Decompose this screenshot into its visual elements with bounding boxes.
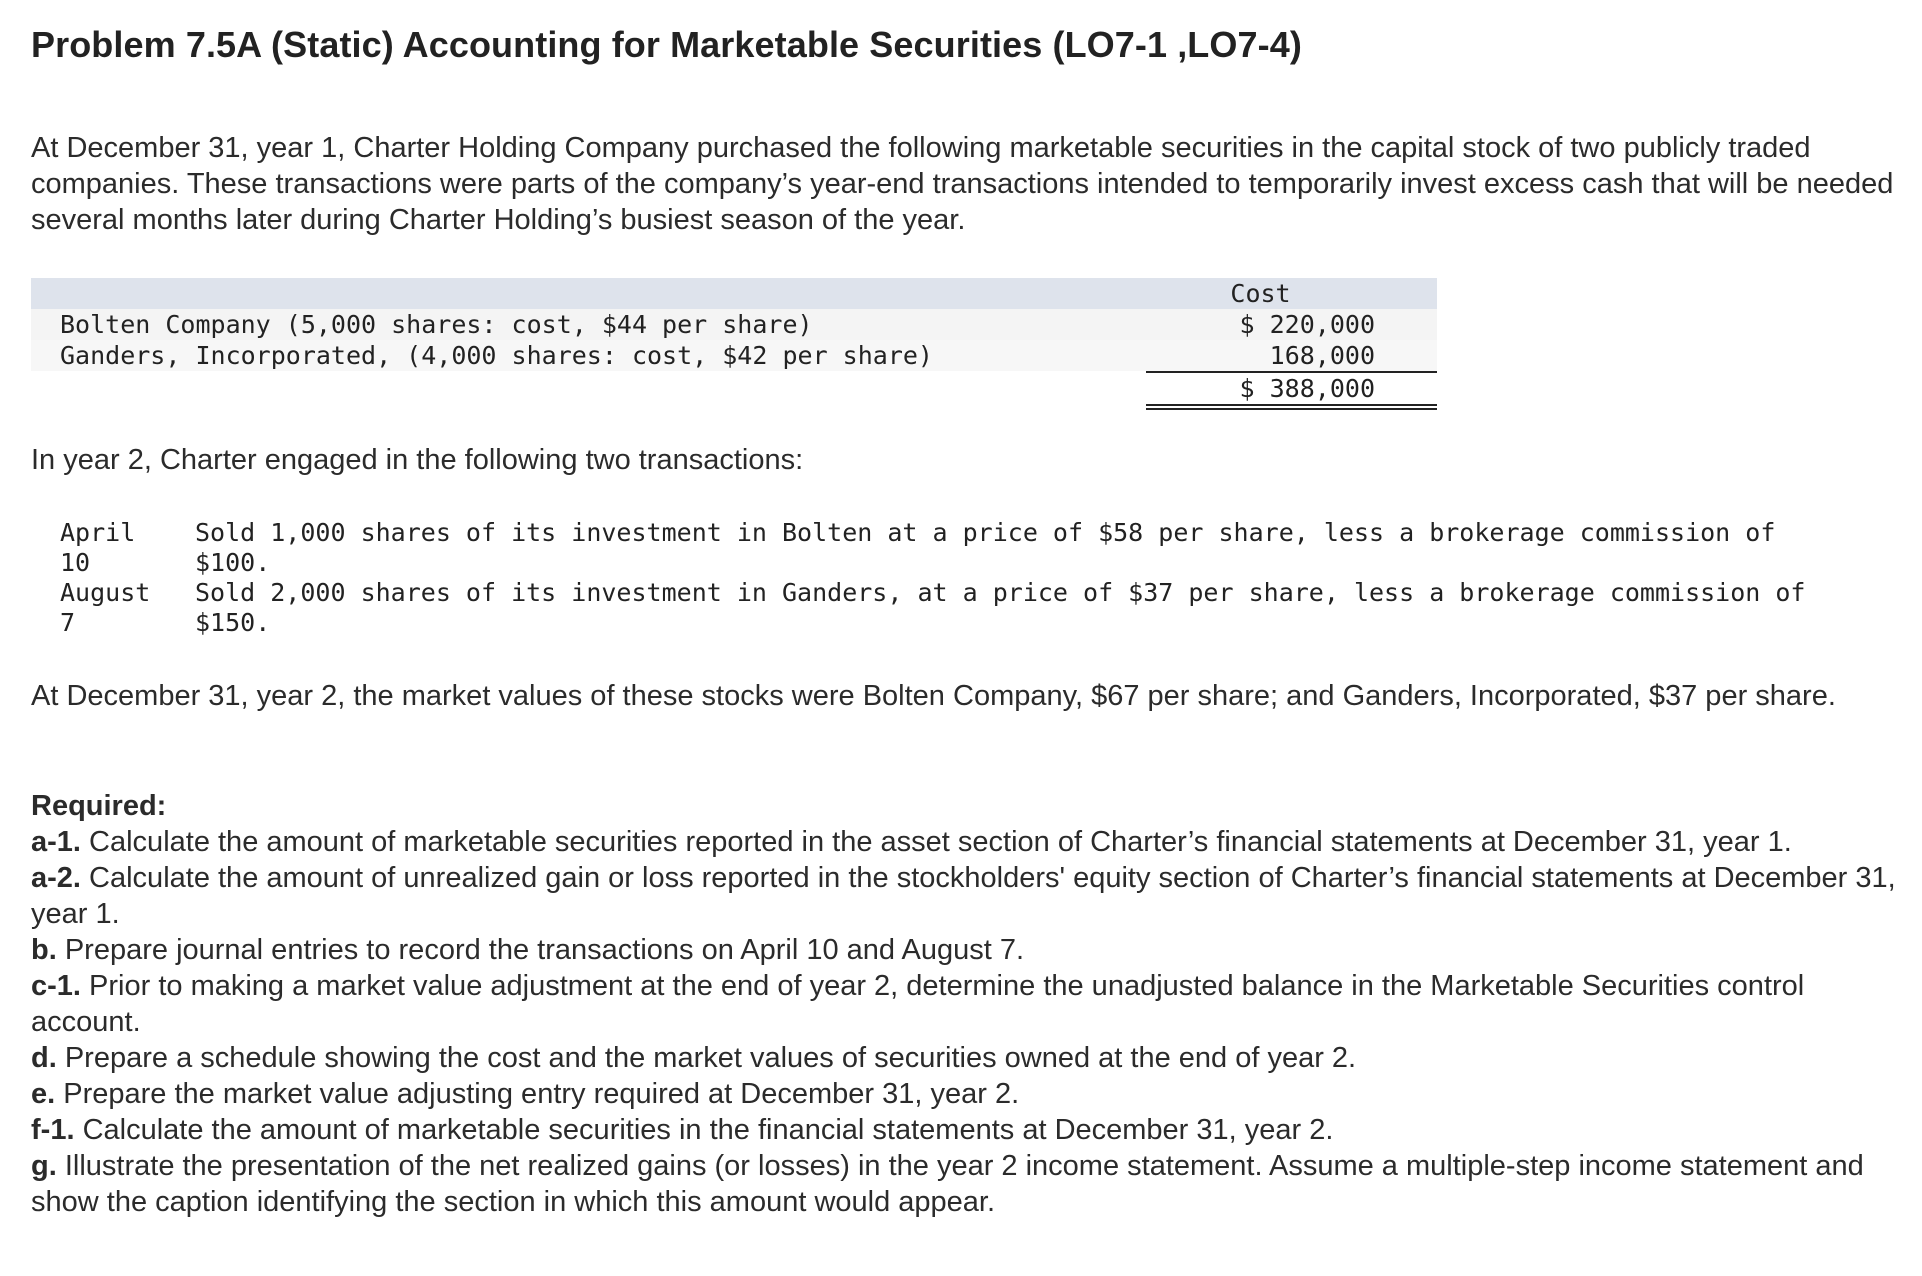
required-item-key: f-1. [31,1114,75,1146]
securities-table-header [31,278,1437,309]
required-item-a2 [31,860,1911,932]
required-item-key: b. [31,934,57,966]
transaction-date-month: August [60,578,151,607]
required-item-f1 [31,1112,1911,1148]
problem-title: Problem 7.5A (Static) Accounting for Marketable Securities (LO7-1 ,LO7-4) [31,24,1302,65]
required-item-text: Prepare journal entries to record the transactions on April 10 and August 7. [64,934,1025,966]
securities-total-row [31,373,1437,404]
required-item-key: a-1. [31,826,81,858]
securities-row [31,309,1437,340]
securities-total: $ 388,000 [1239,374,1375,403]
transaction-description: Sold 2,000 shares of its investment in Ganders, at a price of $37 per share, less a brokerage commission of [195,578,1806,607]
required-item-key: a-2. [31,862,81,894]
security-label: Bolten Company (5,000 shares: cost, $44 per share) [60,310,813,339]
cost-column-header: Cost [1230,279,1291,308]
total-rule-bottom [1146,408,1437,410]
transaction-description-cont: $150. [195,608,271,637]
required-item-key: e. [31,1078,56,1110]
intro-paragraph: At December 31, year 1, Charter Holding Company purchased the following marketable securities in the capital stock of two publicly traded companies. These transactions were parts of the company’s year-end transactions intended to temporarily invest excess cash that will be needed several months later during Charter Holding’s busiest season of the year. [31,132,1894,236]
required-item-d [31,1040,1911,1076]
required-section [31,788,1911,1220]
securities-row [31,340,1437,371]
required-item-text: Calculate the amount of marketable securities reported in the asset section of Charter’s financial statements at December 31, year 1. [89,826,1792,858]
required-heading: Required: [31,790,167,822]
required-item-g [31,1148,1911,1220]
transaction-description-cont: $100. [195,548,271,577]
transaction-date-day: 7 [60,608,76,637]
transaction-date-day: 10 [60,548,91,577]
required-item-text: Illustrate the presentation of the net realized gains (or losses) in the year 2 income statement. Assume a multiple-step income statement and show the caption identifying the section in which this amount would appear. [31,1150,1864,1218]
security-cost: $ 220,000 [1239,310,1375,339]
required-item-b [31,932,1911,968]
transaction-description: Sold 1,000 shares of its investment in Bolten at a price of $58 per share, less a brokerage commission of [195,518,1776,547]
required-item-text: Calculate the amount of marketable securities in the financial statements at December 31, year 2. [82,1114,1334,1146]
required-item-text: Prepare the market value adjusting entry required at December 31, year 2. [63,1078,1020,1110]
required-item-key: d. [31,1042,57,1074]
total-rule-top [1146,404,1437,406]
required-item-e [31,1076,1911,1112]
transaction-date-month: April [60,518,136,547]
required-item-key: c-1. [31,970,81,1002]
required-item-text: Prior to making a market value adjustment at the end of year 2, determine the unadjusted balance in the Marketable Securities control account. [31,970,1805,1038]
security-label: Ganders, Incorporated, (4,000 shares: cost, $42 per share) [60,341,933,370]
securities-table [31,278,1437,403]
required-item-text: Calculate the amount of unrealized gain or loss reported in the stockholders' equity section of Charter’s financial statements at December 31, year 1. [31,862,1896,930]
required-item-a1 [31,824,1911,860]
market-values-paragraph: At December 31, year 2, the market values of these stocks were Bolten Company, $67 per share; and Ganders, Incorporated, $37 per share. [31,680,1836,712]
required-item-key: g. [31,1150,57,1182]
transactions-intro: In year 2, Charter engaged in the following two transactions: [31,444,804,476]
required-item-c1 [31,968,1911,1040]
security-cost: 168,000 [1269,341,1375,370]
required-item-text: Prepare a schedule showing the cost and the market values of securities owned at the end of year 2. [64,1042,1357,1074]
